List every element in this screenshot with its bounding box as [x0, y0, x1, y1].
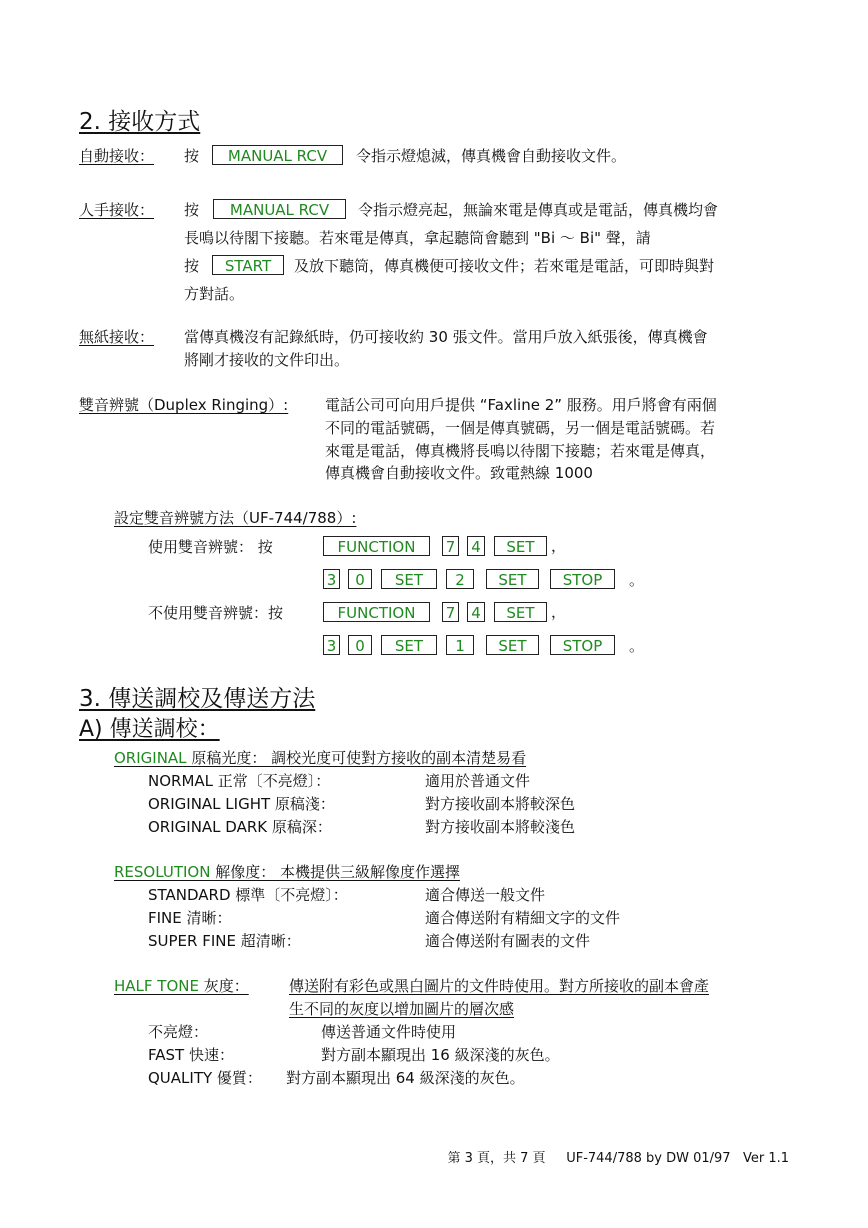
manual-receive-label: 人手接收： [79, 201, 155, 219]
set-key: SET [486, 635, 539, 655]
duplex-line-1: 電話公司可向用戶提供 “Faxline 2” 服務。用戶將會有兩個 [325, 396, 717, 414]
auto-receive-text: 令指示燈熄滅，傳真機會自動接收文件。 [356, 147, 627, 165]
manual-receive-line-2: 長鳴以待閣下接聽。若來電是傳真，拿起聽筒會聽到 "Bi ～ Bi" 聲，請 [184, 229, 651, 247]
key-3: 3 [323, 569, 340, 589]
halftone-key-label: HALF TONE [114, 977, 199, 995]
comma: ， [551, 603, 567, 621]
halftone-fast-name: FAST 快速： [148, 1046, 234, 1064]
halftone-fast-desc: 對方副本顯現出 16 級深淺的灰色。 [321, 1046, 560, 1064]
manual-receive-press: 按 [184, 201, 200, 219]
key-0: 0 [348, 569, 372, 589]
resolution-superfine-name: SUPER FINE 超清晰： [148, 932, 301, 950]
duplex-line-4: 傳真機會自動接收文件。致電熱線 1000 [325, 464, 593, 482]
resolution-standard-desc: 適合傳送一般文件 [425, 886, 546, 904]
original-light-desc: 對方接收副本將較深色 [425, 795, 576, 813]
key-4: 4 [467, 536, 485, 556]
original-dark-desc: 對方接收副本將較淺色 [425, 818, 576, 836]
key-2: 2 [446, 569, 474, 589]
halftone-line-1: 傳送附有彩色或黑白圖片的文件時使用。對方所接收的副本會產 [289, 977, 710, 995]
function-key: FUNCTION [323, 602, 430, 622]
resolution-heading [114, 861, 460, 884]
set-key: SET [486, 569, 539, 589]
duplex-ringing-label: 雙音辨號（Duplex Ringing）: [79, 396, 289, 414]
paperless-line-1: 當傳真機沒有記錄紙時，仍可接收約 30 張文件。當用戶放入紙張後，傳真機會 [184, 328, 708, 346]
duplex-line-3: 來電是電話，傳真機將長鳴以待閣下接聽；若來電是傳真， [325, 442, 716, 460]
duplex-setup-title: 設定雙音辨號方法（UF-744/788）: [114, 509, 357, 527]
manual-receive-press-2: 按 [184, 257, 200, 275]
auto-receive-label: 自動接收： [79, 147, 155, 165]
no-duplex-label: 不使用雙音辨號：按 [148, 604, 284, 622]
original-normal-name: NORMAL 正常〔不亮燈〕： [148, 772, 331, 790]
key-0: 0 [348, 635, 372, 655]
key-7: 7 [442, 536, 459, 556]
auto-receive-press: 按 [184, 147, 200, 165]
stop-key: STOP [550, 635, 615, 655]
resolution-superfine-desc: 適合傳送附有圖表的文件 [425, 932, 591, 950]
original-description: 原稿光度： 調校光度可使對方接收的副本清楚易看 [186, 749, 527, 767]
halftone-quality-desc: 對方副本顯現出 64 級深淺的灰色。 [286, 1069, 525, 1087]
halftone-off-name: 不亮燈： [148, 1023, 209, 1041]
duplex-line-2: 不同的電話號碼，一個是傳真號碼，另一個是電話號碼。若 [325, 419, 716, 437]
original-heading [114, 747, 526, 770]
set-key: SET [494, 602, 547, 622]
manual-receive-line-3: 及放下聽筒，傳真機便可接收文件；若來電是電話，可即時與對 [294, 257, 715, 275]
halftone-off-desc: 傳送普通文件時使用 [321, 1023, 457, 1041]
manual-receive-line-4: 方對話。 [184, 285, 245, 303]
manual-receive-line-1: 令指示燈亮起，無論來電是傳真或是電話，傳真機均會 [358, 201, 719, 219]
function-key: FUNCTION [323, 536, 430, 556]
resolution-fine-name: FINE 清晰： [148, 909, 232, 927]
paperless-receive-label: 無紙接收： [79, 328, 155, 346]
set-key: SET [381, 635, 437, 655]
original-normal-desc: 適用於普通文件 [425, 772, 531, 790]
section-3-title: 3. 傳送調校及傳送方法 [79, 686, 316, 712]
resolution-standard-name: STANDARD 標準〔不亮燈〕： [148, 886, 348, 904]
paperless-line-2: 將剛才接收的文件印出。 [184, 351, 350, 369]
set-key: SET [494, 536, 547, 556]
resolution-description: 解像度： 本機提供三級解像度作選擇 [210, 863, 460, 881]
key-1: 1 [446, 635, 474, 655]
original-dark-name: ORIGINAL DARK 原稿深： [148, 818, 332, 836]
page-footer: 第 3 頁，共 7 頁 UF-744/788 by DW 01/97 Ver 1.1 [447, 1151, 789, 1166]
manual-rcv-key: MANUAL RCV [213, 199, 346, 219]
section-2-title: 2. 接收方式 [79, 109, 201, 135]
set-key: SET [381, 569, 437, 589]
period: 。 [629, 571, 645, 589]
halftone-line-2: 生不同的灰度以增加圖片的層次感 [289, 1000, 515, 1018]
key-4: 4 [467, 602, 485, 622]
halftone-label: 灰度： [198, 977, 249, 995]
use-duplex-label: 使用雙音辨號： 按 [148, 538, 273, 556]
key-7: 7 [442, 602, 459, 622]
resolution-key-label: RESOLUTION [114, 863, 211, 881]
start-key: START [212, 255, 284, 275]
original-light-name: ORIGINAL LIGHT 原稿淺： [148, 795, 335, 813]
stop-key: STOP [550, 569, 615, 589]
section-3a-subtitle: A) 傳送調校： [79, 717, 220, 742]
manual-rcv-key: MANUAL RCV [212, 145, 343, 165]
period: 。 [629, 637, 645, 655]
original-key-label: ORIGINAL [114, 749, 187, 767]
halftone-quality-name: QUALITY 優質： [148, 1069, 262, 1087]
resolution-fine-desc: 適合傳送附有精細文字的文件 [425, 909, 621, 927]
halftone-heading [114, 975, 249, 998]
comma: ， [551, 537, 567, 555]
key-3: 3 [323, 635, 340, 655]
